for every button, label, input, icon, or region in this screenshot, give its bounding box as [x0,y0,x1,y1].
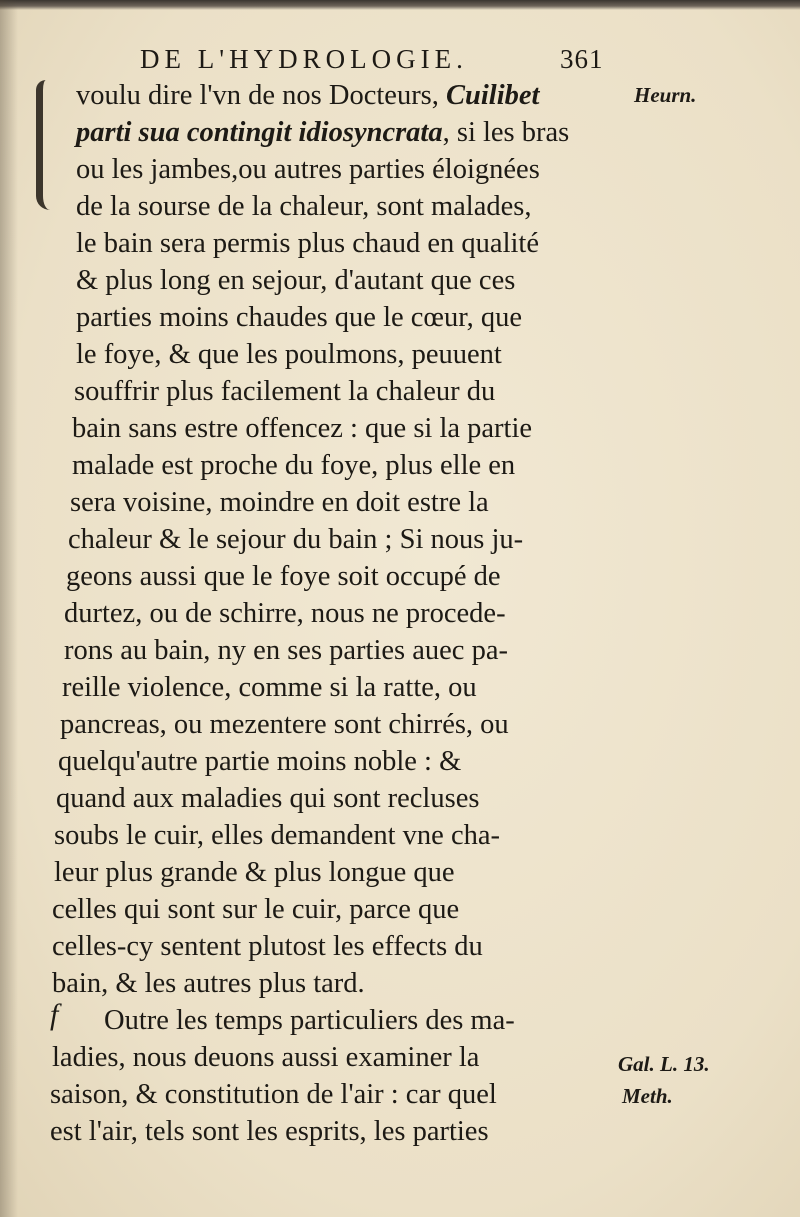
text-line: ou les jambes,ou autres parties éloignées [76,154,540,185]
text-line: bain, & les autres plus tard. [52,968,365,999]
text-line: voulu dire l'vn de nos Docteurs, Cuilibet [76,80,540,111]
margin-note-gal: Gal. L. 13. [618,1052,710,1076]
page-top-edge [0,0,800,10]
text-line: quand aux maladies qui sont recluses [56,783,480,814]
text-line: celles-cy sentent plutost les effects du [52,931,483,962]
text-line: est l'air, tels sont les esprits, les parties [50,1116,489,1147]
margin-note-meth: Meth. [622,1084,673,1108]
text-line: de la sourse de la chaleur, sont malades, [76,191,532,222]
text-line: celles qui sont sur le cuir, parce que [52,894,460,925]
text-line: pancreas, ou mezentere sont chirrés, ou [60,709,509,740]
text-line: reille violence, comme si la ratte, ou [62,672,477,703]
text-line: geons aussi que le foye soit occupé de [66,561,501,592]
margin-note-heurn: Heurn. [634,83,697,107]
text-line: & plus long en sejour, d'autant que ces [76,265,516,296]
text-line: saison, & constitution de l'air : car quel [50,1079,497,1110]
text-line: Outre les temps particuliers des ma- [104,1005,515,1036]
text-line: sera voisine, moindre en doit estre la [70,487,489,518]
text-line: bain sans estre offencez : que si la partie [72,413,533,444]
text-line: soubs le cuir, elles demandent vne cha- [54,820,500,851]
running-title: DE L'HYDROLOGIE. [140,44,468,74]
text-line: le foye, & que les poulmons, peuuent [76,339,502,370]
text-line: parties moins chaudes que le cœur, que [76,302,523,333]
text-line: quelqu'autre partie moins noble : & [58,746,462,777]
paragraph-marker: f [50,998,59,1031]
text-line: durtez, ou de schirre, nous ne procede- [64,598,506,629]
binding-mark [36,80,61,210]
text-line: leur plus grande & plus longue que [54,857,455,888]
text-line: malade est proche du foye, plus elle en [72,450,516,481]
text-line: parti sua contingit idiosyncrata, si les bras [76,117,570,148]
page-number: 361 [560,44,604,74]
text-line: rons au bain, ny en ses parties auec pa- [64,635,508,666]
text-line: souffrir plus facilement la chaleur du [74,376,496,407]
gutter-shadow [0,0,18,1217]
text-line: chaleur & le sejour du bain ; Si nous ju- [68,524,524,555]
text-line: ladies, nous deuons aussi examiner la [52,1042,480,1073]
text-line: le bain sera permis plus chaud en qualité [76,228,539,259]
